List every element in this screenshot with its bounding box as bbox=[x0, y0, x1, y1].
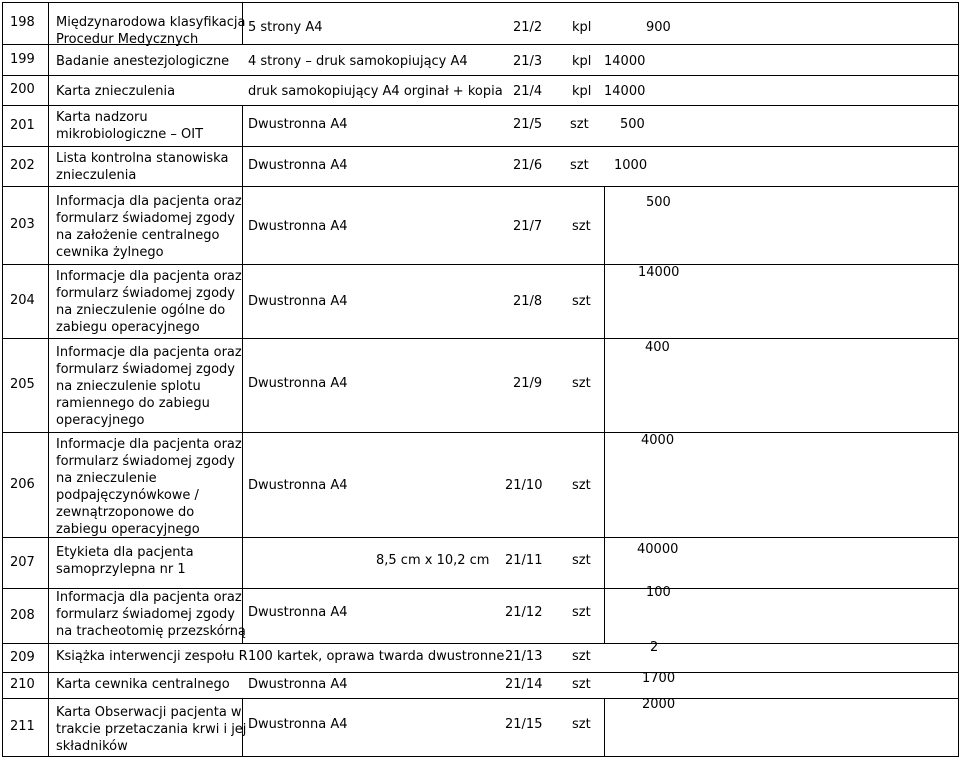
item-unit: szt bbox=[572, 478, 591, 493]
item-description: Dwustronna A4 bbox=[248, 219, 348, 234]
row-number: 205 bbox=[10, 377, 35, 392]
item-quantity: 14000 bbox=[604, 84, 646, 99]
grid-line-vertical bbox=[958, 2, 959, 757]
item-code: 21/6 bbox=[513, 158, 543, 173]
row-number: 199 bbox=[10, 52, 35, 67]
item-code: 21/14 bbox=[505, 677, 543, 692]
grid-line-vertical bbox=[2, 2, 3, 757]
row-number: 203 bbox=[10, 217, 35, 232]
item-description: 4 strony – druk samokopiujący A4 bbox=[248, 54, 468, 69]
grid-line-horizontal bbox=[2, 643, 959, 644]
item-quantity: 500 bbox=[620, 117, 645, 132]
item-unit: szt bbox=[572, 219, 591, 234]
row-number: 198 bbox=[10, 15, 35, 30]
item-code: 21/12 bbox=[505, 605, 543, 620]
row-number: 209 bbox=[10, 650, 35, 665]
item-unit: szt bbox=[572, 294, 591, 309]
item-name: Międzynarodowa klasyfikacja Procedur Medycznych bbox=[56, 15, 246, 47]
item-name: Informacja dla pacjenta oraz formularz świadomej zgody na założenie centralnego cewnika żylnego bbox=[56, 194, 242, 260]
item-name: Karta nadzoru mikrobiologiczne – OIT bbox=[56, 110, 204, 142]
item-quantity: 100 bbox=[646, 585, 671, 600]
item-quantity: 4000 bbox=[641, 433, 675, 448]
item-description: 100 kartek, oprawa twarda dwustronne bbox=[248, 649, 505, 664]
grid-line-horizontal bbox=[2, 186, 959, 187]
grid-line-horizontal bbox=[2, 2, 959, 3]
grid-line-vertical bbox=[604, 698, 605, 757]
row-number: 211 bbox=[10, 719, 35, 734]
item-name: Książka interwencji zespołu R bbox=[56, 649, 248, 664]
item-description: Dwustronna A4 bbox=[248, 605, 348, 620]
item-unit: szt bbox=[572, 649, 591, 664]
item-name: Informacje dla pacjenta oraz formularz świadomej zgody na znieczulenie podpajęczynówkowe / zewnątrzoponowe do zabiegu operacyjnego bbox=[56, 437, 242, 537]
item-quantity: 1700 bbox=[642, 671, 676, 686]
item-code: 21/11 bbox=[505, 553, 543, 568]
item-description: druk samokopiujący A4 orginał + kopia bbox=[248, 84, 503, 99]
item-name: Karta znieczulenia bbox=[56, 84, 176, 99]
item-code: 21/5 bbox=[513, 117, 543, 132]
item-name: Lista kontrolna stanowiska znieczulenia bbox=[56, 151, 229, 183]
item-name: Informacje dla pacjenta oraz formularz świadomej zgody na znieczulenie splotu ramiennego do zabiegu operacyjnego bbox=[56, 345, 242, 428]
row-number: 206 bbox=[10, 477, 35, 492]
row-number: 207 bbox=[10, 555, 35, 570]
row-number: 201 bbox=[10, 118, 35, 133]
item-unit: szt bbox=[572, 677, 591, 692]
grid-line-horizontal bbox=[2, 672, 959, 673]
item-description: Dwustronna A4 bbox=[248, 294, 348, 309]
grid-line-vertical bbox=[604, 186, 605, 644]
item-name: Karta Obserwacji pacjenta w trakcie przetaczania krwi i jej składników bbox=[56, 705, 247, 754]
item-name: Etykieta dla pacjenta samoprzylepna nr 1 bbox=[56, 545, 194, 577]
item-description: Dwustronna A4 bbox=[248, 717, 348, 732]
item-code: 21/7 bbox=[513, 219, 543, 234]
grid-line-horizontal bbox=[2, 698, 959, 699]
item-description: 5 strony A4 bbox=[248, 20, 323, 35]
grid-line-horizontal bbox=[2, 264, 959, 265]
item-code: 21/10 bbox=[505, 478, 543, 493]
grid-line-horizontal bbox=[2, 338, 959, 339]
item-quantity: 2 bbox=[650, 640, 659, 655]
item-quantity: 14000 bbox=[604, 54, 646, 69]
item-description: Dwustronna A4 bbox=[248, 478, 348, 493]
item-unit: kpl bbox=[572, 20, 592, 35]
item-unit: szt bbox=[570, 158, 589, 173]
item-unit: szt bbox=[572, 717, 591, 732]
item-name: Informacje dla pacjenta oraz formularz świadomej zgody na znieczulenie ogólne do zabiegu operacyjnego bbox=[56, 269, 242, 335]
item-code: 21/4 bbox=[513, 84, 543, 99]
item-code: 21/13 bbox=[505, 649, 543, 664]
item-unit: szt bbox=[572, 553, 591, 568]
item-code: 21/15 bbox=[505, 717, 543, 732]
item-quantity: 14000 bbox=[638, 265, 680, 280]
item-description: Dwustronna A4 bbox=[248, 376, 348, 391]
item-description: Dwustronna A4 bbox=[248, 117, 348, 132]
item-quantity: 400 bbox=[645, 340, 670, 355]
item-unit: kpl bbox=[572, 84, 592, 99]
item-description: 8,5 cm x 10,2 cm bbox=[376, 553, 490, 568]
grid-line-horizontal bbox=[2, 105, 959, 106]
item-unit: szt bbox=[572, 605, 591, 620]
row-number: 210 bbox=[10, 677, 35, 692]
item-unit: kpl bbox=[572, 54, 592, 69]
item-code: 21/2 bbox=[513, 20, 543, 35]
item-name: Informacja dla pacjenta oraz formularz świadomej zgody na tracheotomię przezskórną bbox=[56, 590, 246, 639]
item-code: 21/3 bbox=[513, 54, 543, 69]
item-quantity: 1000 bbox=[614, 158, 648, 173]
item-quantity: 500 bbox=[646, 195, 671, 210]
item-unit: szt bbox=[570, 117, 589, 132]
item-unit: szt bbox=[572, 376, 591, 391]
item-quantity: 40000 bbox=[637, 542, 679, 557]
row-number: 200 bbox=[10, 82, 35, 97]
grid-line-horizontal bbox=[2, 75, 959, 76]
grid-line-horizontal bbox=[2, 146, 959, 147]
item-name: Badanie anestezjologiczne bbox=[56, 54, 230, 69]
item-quantity: 2000 bbox=[642, 697, 676, 712]
grid-line-horizontal bbox=[2, 432, 959, 433]
item-description: Dwustronna A4 bbox=[248, 158, 348, 173]
row-number: 202 bbox=[10, 158, 35, 173]
item-name: Karta cewnika centralnego bbox=[56, 677, 230, 692]
row-number: 208 bbox=[10, 608, 35, 623]
item-quantity: 900 bbox=[646, 20, 671, 35]
item-description: Dwustronna A4 bbox=[248, 677, 348, 692]
item-code: 21/8 bbox=[513, 294, 543, 309]
item-code: 21/9 bbox=[513, 376, 543, 391]
grid-line-vertical bbox=[242, 105, 243, 644]
row-number: 204 bbox=[10, 293, 35, 308]
grid-line-vertical bbox=[48, 2, 49, 757]
